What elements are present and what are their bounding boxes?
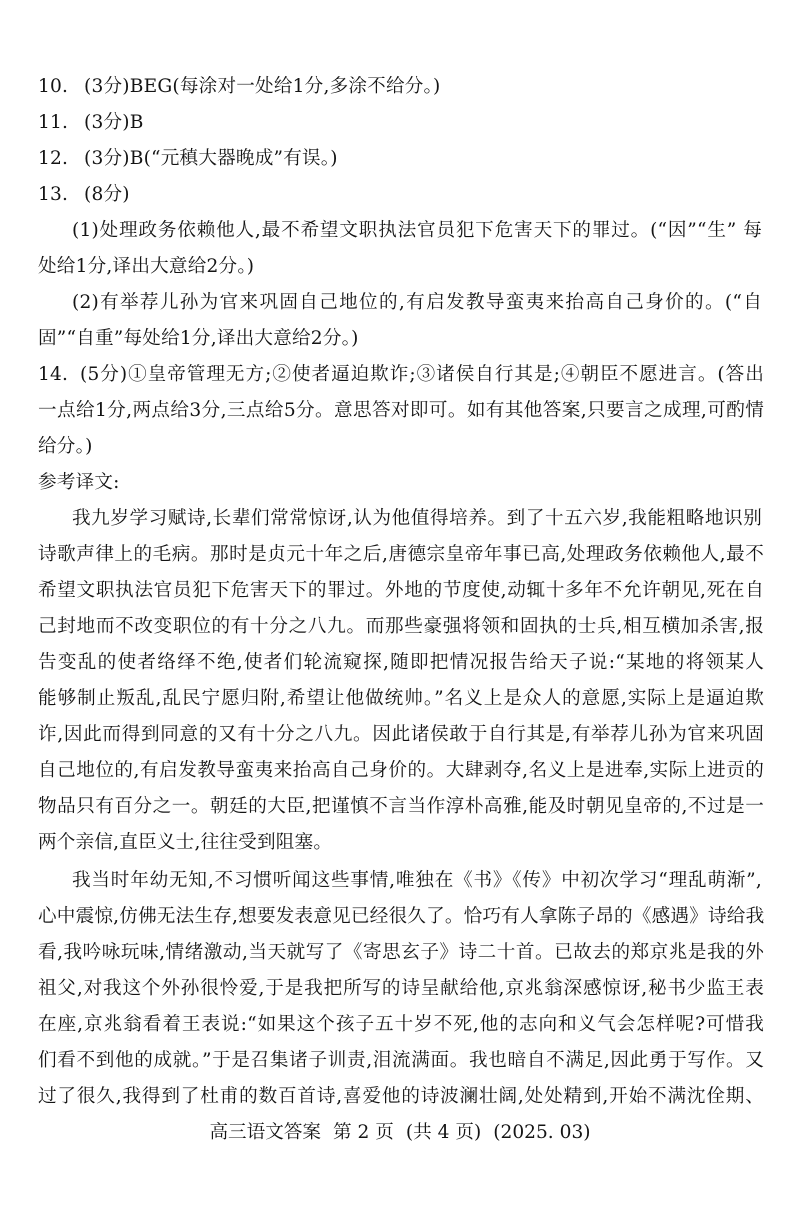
answer-text: (8分) [84, 184, 130, 205]
translation-para1-line: 物品只有百分之一。朝廷的大臣,把谨慎不言当作淳朴高雅,能及时朝见皇帝的,不过是一 [38, 796, 764, 817]
translation-para1-line: 诗歌声律上的毛病。那时是贞元十年之后,唐德宗皇帝年事已高,处理政务依赖他人,最不 [38, 544, 764, 565]
translation-para1-line: 希望文职执法官员犯下危害天下的罪过。外地的节度使,动辄十多年不允许朝见,死在自 [38, 580, 764, 601]
page-footer [0, 1120, 800, 1146]
translation-para1-line: 告变乱的使者络绎不绝,使者们轮流窥探,随即把情况报告给天子说:“某地的将领某人 [38, 652, 764, 673]
question-number: 12. [38, 148, 69, 169]
translation-para1-line: 能够制止叛乱,乱民宁愿归附,希望让他做统帅。”名义上是众人的意愿,实际上是逼迫欺 [38, 688, 764, 709]
answer-13 [38, 182, 764, 208]
answer-text: (3分)B [84, 112, 144, 133]
translation-para1-line: 己封地而不改变职位的有十分之八九。而那些豪强将领和固执的士兵,相互横加杀害,报 [38, 616, 764, 637]
translation-heading: 参考译文: [38, 472, 120, 493]
answer-14 [38, 362, 764, 388]
footer-title: 高三语文答案 [209, 1122, 322, 1143]
translation-para2-line: 在座,京兆翁看着王表说:“如果这个孩子五十岁不死,他的志向和义气会怎样呢?可惜我 [38, 1014, 764, 1035]
answer-10 [38, 74, 764, 100]
translation-para2-line: 心中震惊,仿佛无法生存,想要发表意见已经很久了。恰巧有人拿陈子昂的《感遇》诗给我 [38, 906, 765, 927]
answer-text: (5分)①皇帝管理无方;②使者逼迫欺诈;③诸侯自行其是;④朝臣不愿进言。(答出 [80, 364, 764, 385]
answer-text: (3分)BEG(每涂对一处给1分,多涂不给分。) [84, 76, 441, 97]
answer-12 [38, 146, 764, 172]
answer-13-part2-line2: 固”“自重”每处给1分,译出大意给2分。) [38, 328, 359, 349]
answer-13-part1-line1: (1)处理政务依赖他人,最不希望文职执法官员犯下危害天下的罪过。(“因”“生” 每 [72, 220, 762, 241]
translation-para1-line: 自己地位的,有启发教导蛮夷来抬高自己身价的。大肆剥夺,名义上是进奉,实际上进贡的 [38, 760, 764, 781]
answer-13-part2-line1: (2)有举荐儿孙为官来巩固自己地位的,有启发教导蛮夷来抬高自己身价的。(“自 [72, 292, 762, 313]
translation-para1-line: 诈,因此而得到同意的又有十分之八九。因此诸侯敢于自行其是,有举荐儿孙为官来巩固 [38, 724, 764, 745]
question-number: 14. [38, 364, 69, 385]
translation-para2-line: 我当时年幼无知,不习惯听闻这些事情,唯独在《书》《传》中初次学习“理乱萌渐”, [72, 870, 762, 891]
answer-11 [38, 110, 764, 136]
translation-para1-line: 我九岁学习赋诗,长辈们常常惊讶,认为他值得培养。到了十五六岁,我能粗略地识别 [72, 508, 762, 529]
footer-total-pages: (共 4 页) [405, 1122, 482, 1143]
question-number: 11. [38, 112, 69, 133]
question-number: 13. [38, 184, 69, 205]
question-number: 10. [38, 76, 69, 97]
answer-text: (3分)B(“元稹大器晚成”有误。) [84, 148, 338, 169]
answer-14-line2: 一点给1分,两点给3分,三点给5分。意思答对即可。如有其他答案,只要言之成理,可酌情 [38, 400, 764, 421]
footer-page-number: 第 2 页 [333, 1122, 394, 1143]
translation-para2-line: 看,我吟咏玩味,情绪激动,当天就写了《寄思玄子》诗二十首。已故去的郑京兆是我的外 [38, 942, 764, 963]
footer-date: (2025. 03) [493, 1122, 591, 1143]
translation-para2-line: 们看不到他的成就。”于是召集诸子训责,泪流满面。我也暗自不满足,因此勇于写作。又 [38, 1050, 764, 1071]
answer-14-line3: 给分。) [38, 436, 93, 457]
answer-13-part1-line2: 处给1分,译出大意给2分。) [38, 256, 255, 277]
translation-para2-line: 过了很久,我得到了杜甫的数百首诗,喜爱他的诗波澜壮阔,处处精到,开始不满沈佺期、 [38, 1086, 764, 1107]
translation-para1-line: 两个亲信,直臣义士,往往受到阻塞。 [38, 832, 333, 853]
translation-para2-line: 祖父,对我这个外孙很怜爱,于是我把所写的诗呈献给他,京兆翁深感惊讶,秘书少监王表 [38, 978, 764, 999]
